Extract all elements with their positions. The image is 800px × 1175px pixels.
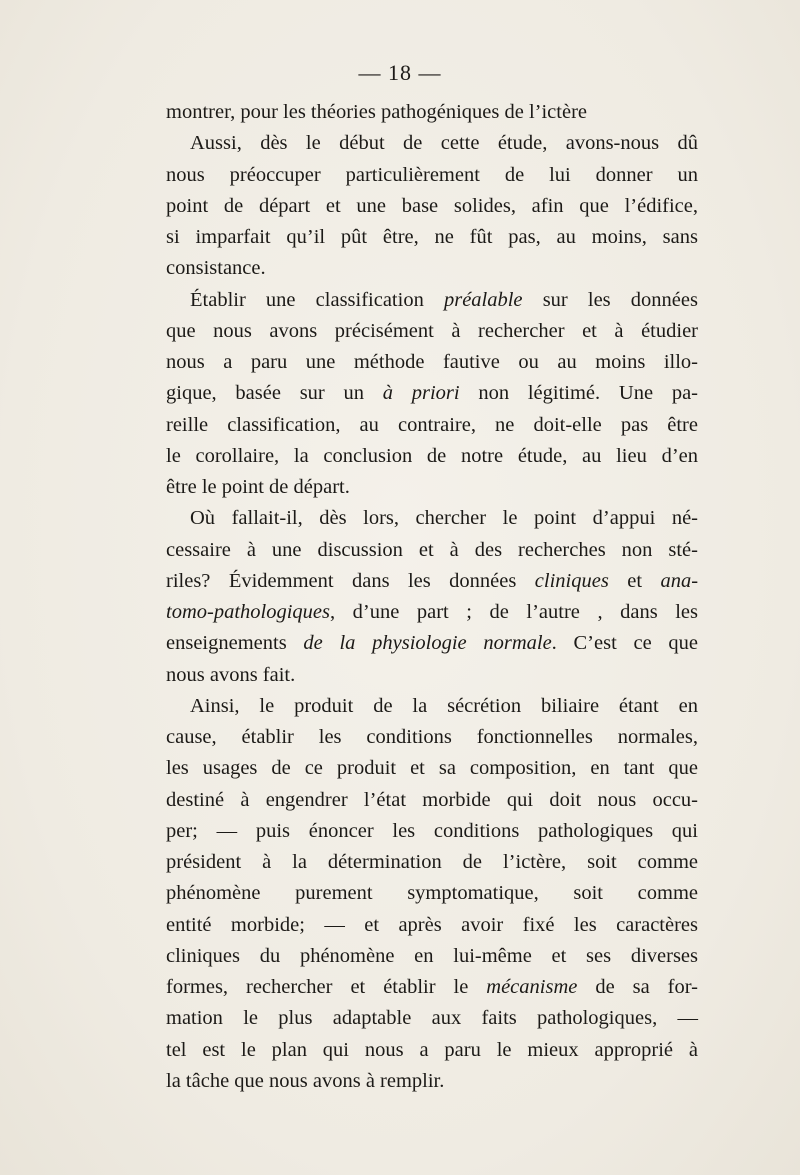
text-line xyxy=(166,253,698,284)
text-run: entité morbide; — et après avoir fixé les caractères xyxy=(166,913,698,936)
text-line xyxy=(166,566,698,597)
italic-text: préalable xyxy=(443,288,523,311)
text-line xyxy=(166,878,698,909)
text-run: sur les données xyxy=(522,288,698,311)
text-run: de sa for- xyxy=(577,976,698,998)
italic-text: de la physiologie normale xyxy=(303,632,552,655)
text-run: Aussi, dès le début de cette étude, avons-nous dû xyxy=(190,132,698,155)
text-run: nous avons fait. xyxy=(166,663,296,686)
text-line xyxy=(166,160,698,191)
text-run: consistance. xyxy=(166,257,266,280)
text-run: cliniques du phénomène en lui-même et ses diverses xyxy=(166,944,698,967)
text-line xyxy=(166,691,698,722)
text-line xyxy=(166,785,698,816)
text-line xyxy=(166,1035,698,1066)
text-run: destiné à engendrer l’état morbide qui doit nous occu- xyxy=(166,788,698,811)
text-line xyxy=(166,128,698,159)
text-run: formes, rechercher et établir le xyxy=(166,976,487,998)
italic-text: ana- xyxy=(660,569,699,592)
text-line xyxy=(166,1003,698,1034)
text-run: per; — puis énoncer les conditions pathologiques qui xyxy=(166,819,698,842)
text-line xyxy=(166,597,698,628)
text-run: et xyxy=(608,569,661,592)
text-line xyxy=(166,816,698,847)
italic-text: cliniques xyxy=(534,569,609,592)
italic-text: mécanisme xyxy=(486,976,578,998)
text-run: nous a paru une méthode fautive ou au moins illo- xyxy=(166,351,698,373)
text-run: cessaire à une discussion et à des recherches non sté- xyxy=(166,538,698,561)
text-run: , d’une part ; de l’autre , dans les xyxy=(330,601,698,623)
text-run: Établir une classification xyxy=(190,288,444,311)
text-line xyxy=(166,410,698,441)
text-run: que nous avons précisément à rechercher et à étudier xyxy=(166,319,698,342)
text-line xyxy=(166,847,698,878)
text-run: la tâche que nous avons à remplir. xyxy=(166,1069,445,1092)
text-run: phénomène purement symptomatique, soit comme xyxy=(166,882,698,905)
text-line xyxy=(166,753,698,784)
text-run: montrer, pour les théories pathogéniques de l’ictère xyxy=(166,101,587,123)
text-run: les usages de ce produit et sa composition, en tant que xyxy=(166,757,698,780)
text-line xyxy=(166,628,698,659)
text-line xyxy=(166,722,698,753)
body-text xyxy=(166,97,698,1097)
text-line xyxy=(166,503,698,534)
text-run: enseignements xyxy=(166,632,304,655)
text-line xyxy=(166,222,698,253)
text-run: . C’est ce que xyxy=(551,632,698,655)
page-number: — 18 — xyxy=(358,60,442,85)
italic-text: à priori xyxy=(382,382,460,405)
text-run: riles? Évidemment dans les données xyxy=(166,569,535,592)
text-run: non légitimé. Une pa- xyxy=(459,382,698,405)
text-line xyxy=(166,378,698,409)
italic-text: tomo-pathologiques xyxy=(166,601,330,623)
text-run: cause, établir les conditions fonctionnelles normales, xyxy=(166,726,698,748)
text-run: tel est le plan qui nous a paru le mieux approprié à xyxy=(166,1038,698,1061)
text-line xyxy=(166,97,698,128)
text-line xyxy=(166,472,698,503)
text-line xyxy=(166,535,698,566)
text-run: point de départ et une base solides, afin que l’édifice, xyxy=(166,194,698,217)
text-line xyxy=(166,191,698,222)
text-run: le corollaire, la conclusion de notre étude, au lieu d’en xyxy=(166,444,698,467)
text-line xyxy=(166,660,698,691)
text-line xyxy=(166,972,698,1003)
text-run: nous préoccuper particulièrement de lui donner un xyxy=(166,163,698,186)
text-line xyxy=(166,285,698,316)
text-line xyxy=(166,1066,698,1097)
text-run: Où fallait-il, dès lors, chercher le point d’appui né- xyxy=(190,507,698,530)
text-run: reille classification, au contraire, ne doit-elle pas être xyxy=(166,413,698,436)
text-run: gique, basée sur un xyxy=(166,382,383,405)
text-run: si imparfait qu’il pût être, ne fût pas, au moins, sans xyxy=(166,226,698,248)
text-line xyxy=(166,347,698,378)
text-line xyxy=(166,316,698,347)
text-run: être le point de départ. xyxy=(166,476,350,498)
text-line xyxy=(166,910,698,941)
text-run: Ainsi, le produit de la sécrétion biliaire étant en xyxy=(190,694,698,717)
text-line xyxy=(166,941,698,972)
text-line xyxy=(166,441,698,472)
text-run: mation le plus adaptable aux faits pathologiques, — xyxy=(166,1007,698,1030)
text-run: président à la détermination de l’ictère, soit comme xyxy=(166,851,698,873)
